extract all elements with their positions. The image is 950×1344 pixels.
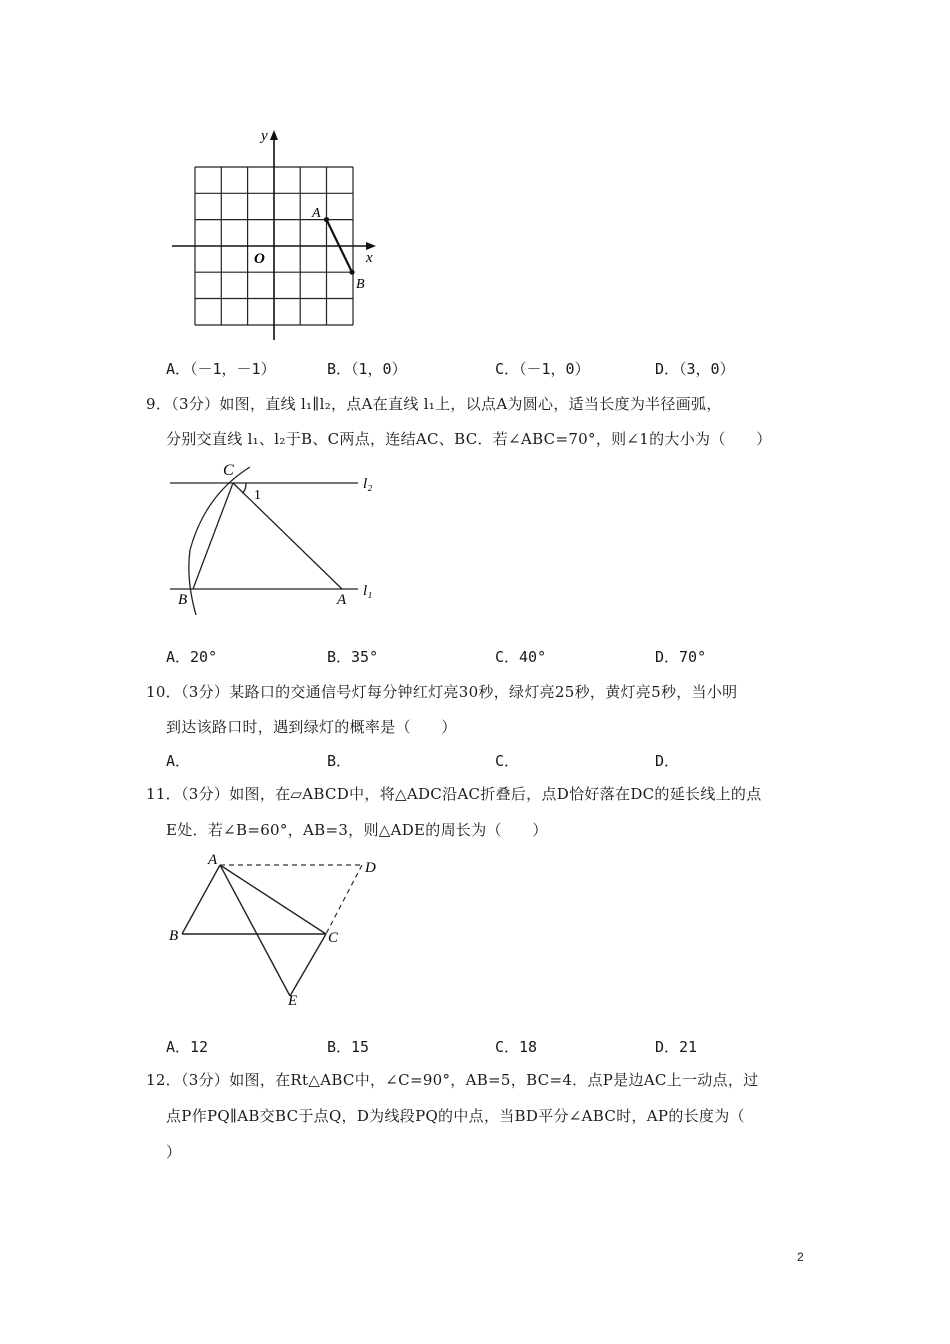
q8-coordinate-grid-figure (160, 120, 400, 340)
q10-option-d: D． (655, 752, 680, 770)
q11-point-b-label: B (169, 928, 179, 944)
q11-option-c: C．18 (495, 1038, 538, 1056)
q11-point-c-label: C (328, 930, 339, 946)
q11-parallelogram-fold-figure (160, 848, 400, 1018)
q9-angle-1-label: 1 (254, 488, 261, 503)
q11-option-d: D．21 (655, 1038, 698, 1056)
q12-stem-line-1: 12．（3分）如图，在Rt△ABC中，∠C=90°，AB=5，BC=4．点P是边AC上一动点，过 (146, 1071, 759, 1089)
q9-point-b-label: B (178, 592, 188, 608)
q10-stem-line-2: 到达该路口时，遇到绿灯的概率是（ ） (166, 718, 457, 736)
q8-point-b-label: B (356, 277, 365, 292)
q8-option-d: D．（3，0） (655, 360, 735, 378)
q11-option-a: A．12 (166, 1038, 209, 1056)
q12-stem-line-3: ） (166, 1143, 182, 1161)
q9-parallel-lines-figure (160, 455, 400, 635)
q10-option-b: B． (327, 752, 352, 770)
q11-point-a-label: A (208, 852, 218, 868)
q11-stem-line-1: 11．（3分）如图，在▱ABCD中，将△ADC沿AC折叠后，点D恰好落在DC的延长线上的点 (146, 785, 762, 803)
page-number: 2 (797, 1250, 804, 1264)
q10-stem-line-1: 10．（3分）某路口的交通信号灯每分钟红灯亮30秒，绿灯亮25秒，黄灯亮5秒，当小明 (146, 683, 738, 701)
q9-line-l2-label: l₂ (363, 476, 373, 492)
q9-option-c: C．40° (495, 648, 547, 666)
q8-axis-x-label: x (366, 250, 373, 266)
q11-point-d-label: D (365, 860, 376, 876)
q9-stem-line-2: 分别交直线 l₁、l₂于B、C两点，连结AC、BC．若∠ABC=70°，则∠1的大小为（ ） (166, 430, 772, 448)
q9-option-d: D．70° (655, 648, 707, 666)
q8-origin-label: O (254, 251, 265, 267)
q9-line-l1-label: l₁ (363, 583, 373, 599)
q8-option-a: A．（－1，－1） (166, 360, 276, 378)
q8-axis-y-label: y (261, 128, 268, 144)
q9-option-b: B．35° (327, 648, 379, 666)
q9-point-a-label: A (337, 592, 347, 608)
q11-option-b: B．15 (327, 1038, 370, 1056)
q10-option-a: A． (166, 752, 191, 770)
q11-stem-line-2: E处．若∠B=60°，AB=3，则△ADE的周长为（ ） (166, 821, 548, 839)
q12-stem-line-2: 点P作PQ∥AB交BC于点Q，D为线段PQ的中点，当BD平分∠ABC时，AP的长度为（ (166, 1107, 745, 1125)
q8-option-c: C．（－1，0） (495, 360, 590, 378)
q8-option-b: B．（1，0） (327, 360, 407, 378)
q10-option-c: C． (495, 752, 520, 770)
q8-point-a-label: A (312, 206, 321, 221)
q9-point-c-label: C (223, 462, 234, 479)
q9-option-a: A．20° (166, 648, 218, 666)
q11-point-e-label: E (288, 993, 298, 1009)
q9-stem-line-1: 9．（3分）如图，直线 l₁∥l₂，点A在直线 l₁上，以点A为圆心，适当长度为半径画弧， (146, 395, 722, 413)
